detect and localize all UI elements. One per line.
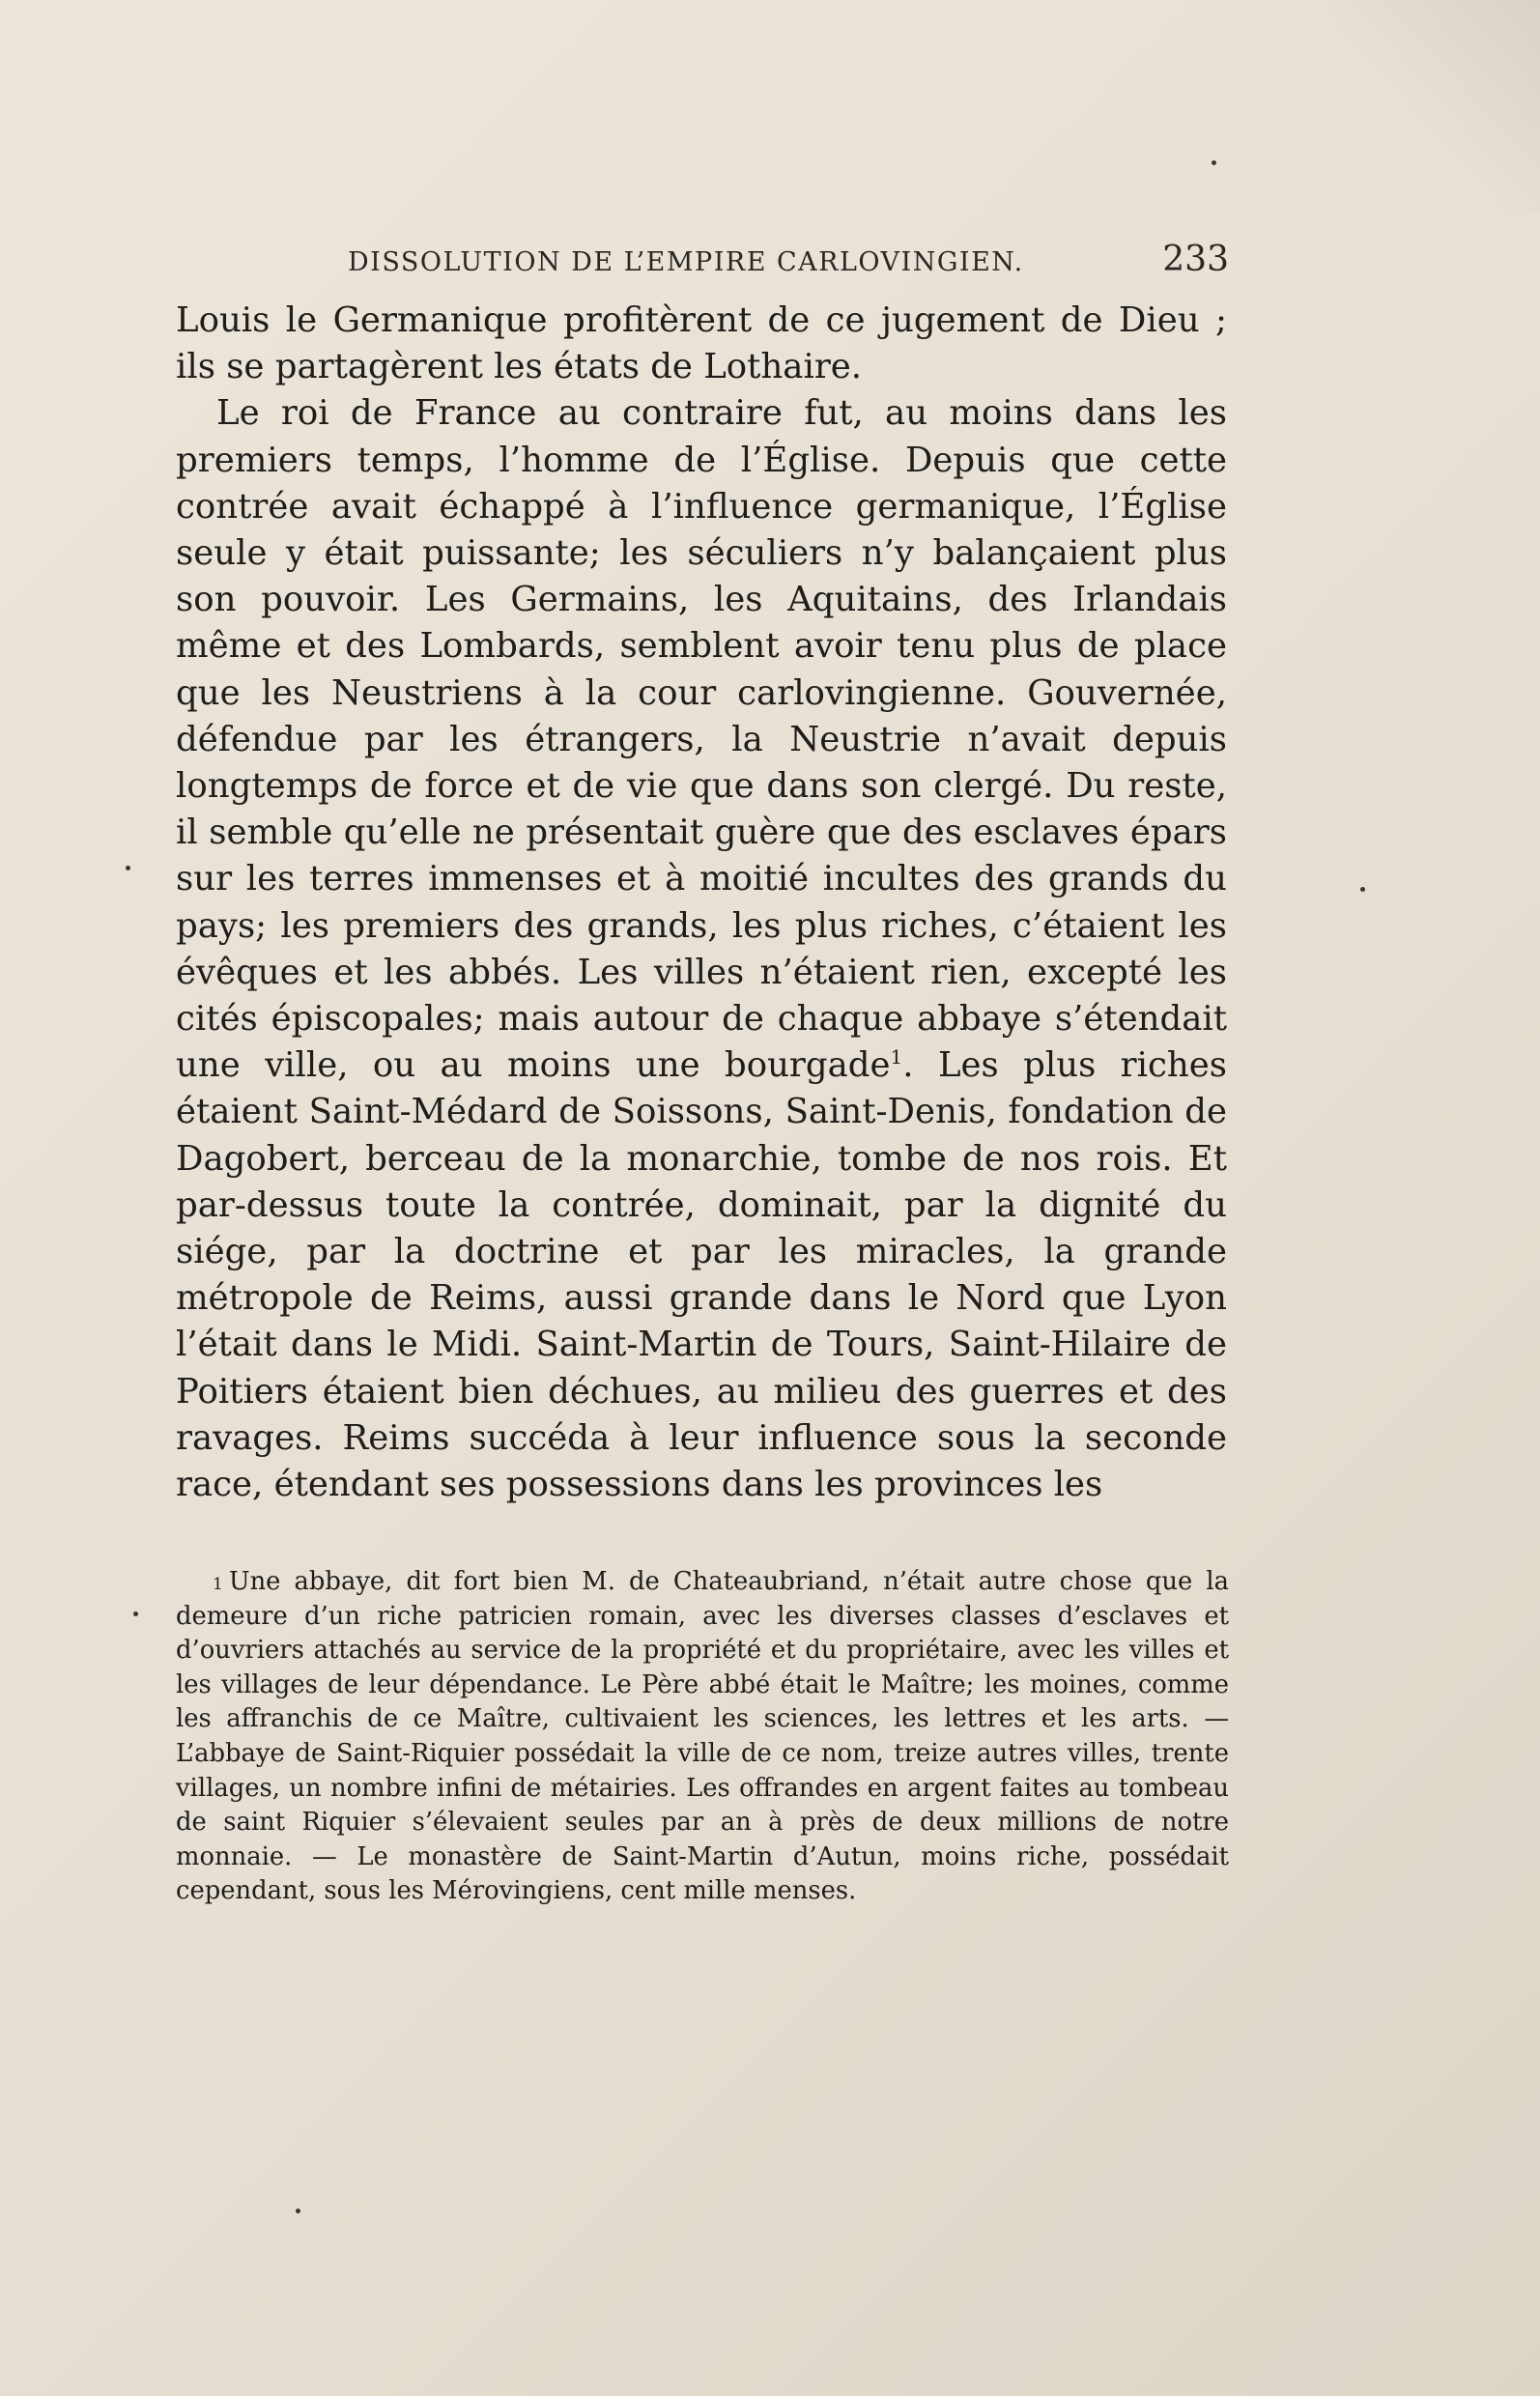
paragraph-2 <box>176 390 1227 1508</box>
paper-speck <box>1212 160 1216 165</box>
main-text <box>176 298 1227 1508</box>
paragraph-1: Louis le Germanique profitèrent de ce jugement de Dieu ; ils se partagèrent les états de Lothaire. <box>176 300 1227 387</box>
footnote-marker: 1 <box>213 1575 223 1594</box>
footnotes <box>176 1565 1229 1909</box>
paper-speck <box>1360 887 1365 892</box>
page-header <box>348 240 1229 288</box>
footnote-1 <box>176 1565 1229 1909</box>
paragraph-2-part-1: Le roi de France au contraire fut, au moins dans les premiers temps, l’homme de l’Église. Depuis que cette contrée avait échappé à l’influence germanique, l’Église seule y était puissante; les séculiers n’y balançaient plus son pouvoir. Les Germains, les Aquitains, des Irlandais même et des Lombards, semblent avoir tenu plus de place que les Neustriens à la cour carlovingienne. Gouvernée, défendue par les étrangers, la Neustrie n’avait depuis longtemps de force et de vie que dans son clergé. Du reste, il semble qu’elle ne présentait guère que des esclaves épars sur les terres immenses et à moitié incultes des grands du pays; les premiers des grands, les plus riches, c’étaient les évêques et les abbés. Les villes n’étaient rien, excepté les cités épiscopales; mais autour de chaque abbaye s’étendait une ville, ou au moins une bourgade <box>176 393 1227 1086</box>
footnote-text: Une abbaye, dit fort bien M. de Chateaubriand, n’était autre chose que la demeure d’un riche patricien romain, avec les diverses classes d’esclaves et d’ouvriers attachés au service de la propriété et du propriétaire, avec les villes et les villages de leur dépendance. Le Père abbé était le Maître; les moines, comme les affranchis de ce Maître, cultivaient les sciences, les lettres et les arts. — L’abbaye de Saint-Riquier possédait la ville de ce nom, treize autres villes, trente villages, un nombre infini de métairies. Les offrandes en argent faites au tombeau de saint Riquier s’élevaient seules par an à près de deux millions de notre monnaie. — Le monastère de Saint-Martin d’Autun, moins riche, possédait cependant, sous les Mérovingiens, cent mille menses. <box>176 1567 1229 1906</box>
paper-speck <box>296 2209 300 2213</box>
page-corner-shadow <box>1327 0 1540 213</box>
paragraph-2-part-2: . Les plus riches étaient Saint-Médard de Soissons, Saint-Denis, fondation de Dagobert, berceau de la monarchie, tombe de nos rois. Et par-dessus toute la contrée, dominait, par la dignité du siége, par la doctrine et par les miracles, la grande métropole de Reims, aussi grande dans le Nord que Lyon l’était dans le Midi. Saint-Martin de Tours, Saint-Hilaire de Poitiers étaient bien déchues, au milieu des guerres et des ravages. Reims succéda à leur influence sous la seconde race, étendant ses possessions dans les provinces les <box>176 1045 1227 1505</box>
footnote-reference: 1 <box>890 1045 903 1070</box>
running-head: DISSOLUTION DE L’EMPIRE CARLOVINGIEN. <box>348 247 1024 277</box>
paper-speck <box>133 1612 138 1616</box>
page-number: 233 <box>1162 240 1229 279</box>
paper-speck <box>126 866 130 870</box>
